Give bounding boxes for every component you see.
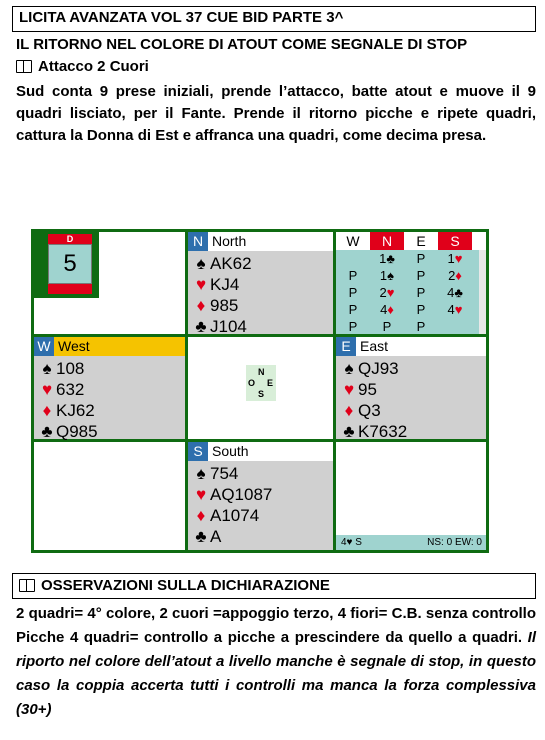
spade-icon: ♠ bbox=[196, 254, 206, 273]
west-name: West bbox=[58, 338, 90, 354]
diamond-icon: ♦ bbox=[42, 401, 52, 420]
title-box bbox=[12, 6, 536, 32]
club-icon: ♣ bbox=[41, 422, 53, 441]
west-seat: W bbox=[34, 337, 54, 356]
south-hearts: AQ1087 bbox=[210, 485, 273, 504]
bid-col-n: N bbox=[370, 232, 404, 250]
board-number: 5 bbox=[48, 244, 92, 284]
north-header bbox=[188, 232, 333, 251]
heart-icon: ♥ bbox=[195, 485, 207, 504]
bidding-scrollbar[interactable] bbox=[479, 250, 486, 334]
south-header bbox=[188, 442, 333, 461]
board-number-bottom bbox=[48, 284, 92, 294]
club-icon: ♣ bbox=[343, 422, 355, 441]
west-clubs: Q985 bbox=[56, 422, 98, 441]
west-diamonds: KJ62 bbox=[56, 401, 95, 420]
bridge-board bbox=[31, 229, 489, 553]
north-name: North bbox=[212, 233, 247, 249]
heart-icon: ♥ bbox=[343, 380, 355, 399]
west-hand bbox=[34, 337, 185, 439]
club-icon: ♣ bbox=[195, 527, 207, 546]
east-clubs: K7632 bbox=[358, 422, 408, 441]
east-diamonds: Q3 bbox=[358, 401, 381, 420]
east-hand bbox=[336, 337, 486, 439]
south-suits bbox=[192, 463, 272, 547]
compass bbox=[246, 365, 276, 401]
result-cell bbox=[336, 442, 486, 550]
bidding-rows: 1♣ P 1♥ P 1♠ P 2♦ P 2♥ P 4♣ P 4♦ P 4♥ P P P bbox=[348, 251, 463, 334]
book-icon bbox=[16, 60, 32, 72]
score: NS: 0 EW: 0 bbox=[427, 537, 482, 548]
observations-paragraph bbox=[16, 602, 536, 722]
west-spades: 108 bbox=[56, 359, 85, 378]
empty-cell bbox=[34, 442, 185, 550]
bid-col-w: W bbox=[346, 233, 360, 249]
west-suits bbox=[38, 358, 98, 442]
heart-icon: ♥ bbox=[41, 380, 53, 399]
north-clubs: J104 bbox=[210, 317, 247, 336]
compass-s: S bbox=[258, 389, 265, 399]
north-diamonds: 985 bbox=[210, 296, 239, 315]
bid-col-e: E bbox=[416, 233, 426, 249]
west-header bbox=[34, 337, 185, 356]
east-name: East bbox=[360, 338, 389, 354]
east-spades: QJ93 bbox=[358, 359, 399, 378]
subtitle: IL RITORNO NEL COLORE DI ATOUT COME SEGNALE DI STOP bbox=[16, 36, 468, 53]
board-info-cell bbox=[34, 232, 185, 334]
observations-italic-text: Il riporto nel colore dell’atout a livello manche è segnale di stop, in questo caso la coppia accerta tutti i controlli ma manca la forza complessiva (30+) bbox=[16, 629, 536, 718]
lead-text: Attacco 2 Cuori bbox=[38, 58, 149, 75]
east-header bbox=[336, 337, 486, 356]
play-paragraph: Sud conta 9 prese iniziali, prende l’attacco, batte atout e muove il 9 quadri lisciato, per il Fante. Prende il ritorno picche e ripete quadri, cattura la Donna di Est e affranca una quadri, come decima presa. bbox=[16, 83, 536, 144]
diamond-icon: ♦ bbox=[196, 506, 206, 525]
bidding-header bbox=[336, 232, 486, 250]
book-icon bbox=[19, 579, 35, 591]
south-clubs: A bbox=[210, 527, 222, 546]
bid-col-s: S bbox=[438, 232, 472, 250]
north-suits bbox=[192, 253, 252, 337]
final-contract: 4♥ S bbox=[341, 537, 362, 548]
spade-icon: ♠ bbox=[196, 464, 206, 483]
spade-icon: ♠ bbox=[42, 359, 52, 378]
observations-box bbox=[12, 573, 536, 599]
compass-e: E bbox=[267, 378, 274, 388]
table-center bbox=[188, 337, 333, 439]
diamond-icon: ♦ bbox=[196, 296, 206, 315]
spade-icon: ♠ bbox=[344, 359, 354, 378]
heart-icon: ♥ bbox=[195, 275, 207, 294]
north-hand bbox=[188, 232, 333, 334]
dealer-panel bbox=[34, 232, 99, 298]
result-bar bbox=[336, 535, 486, 550]
north-seat: N bbox=[188, 232, 208, 251]
observations-text: 2 quadri= 4° colore, 2 cuori =appoggio terzo, 4 fiori= C.B. senza controllo Picche 4 quadri= controllo a picche a prescindere da quello a quadri. bbox=[16, 605, 536, 646]
west-hearts: 632 bbox=[56, 380, 85, 399]
dealer-label: D bbox=[48, 234, 92, 244]
north-spades: AK62 bbox=[210, 254, 252, 273]
east-hearts: 95 bbox=[358, 380, 377, 399]
north-hearts: KJ4 bbox=[210, 275, 240, 294]
compass-n: N bbox=[258, 367, 265, 377]
observations-title: OSSERVAZIONI SULLA DICHIARAZIONE bbox=[41, 577, 330, 594]
south-seat: S bbox=[188, 442, 208, 461]
diamond-icon: ♦ bbox=[344, 401, 354, 420]
page-title: LICITA AVANZATA VOL 37 CUE BID PARTE 3^ bbox=[19, 9, 344, 26]
south-name: South bbox=[212, 443, 249, 459]
lead-line bbox=[16, 58, 149, 75]
south-diamonds: A1074 bbox=[210, 506, 260, 525]
club-icon: ♣ bbox=[195, 317, 207, 336]
east-suits bbox=[340, 358, 407, 442]
board-number-box bbox=[48, 234, 92, 296]
east-seat: E bbox=[336, 337, 356, 356]
south-spades: 754 bbox=[210, 464, 239, 483]
compass-o: O bbox=[248, 378, 256, 388]
south-hand bbox=[188, 442, 333, 550]
bidding-panel[interactable] bbox=[336, 232, 486, 334]
